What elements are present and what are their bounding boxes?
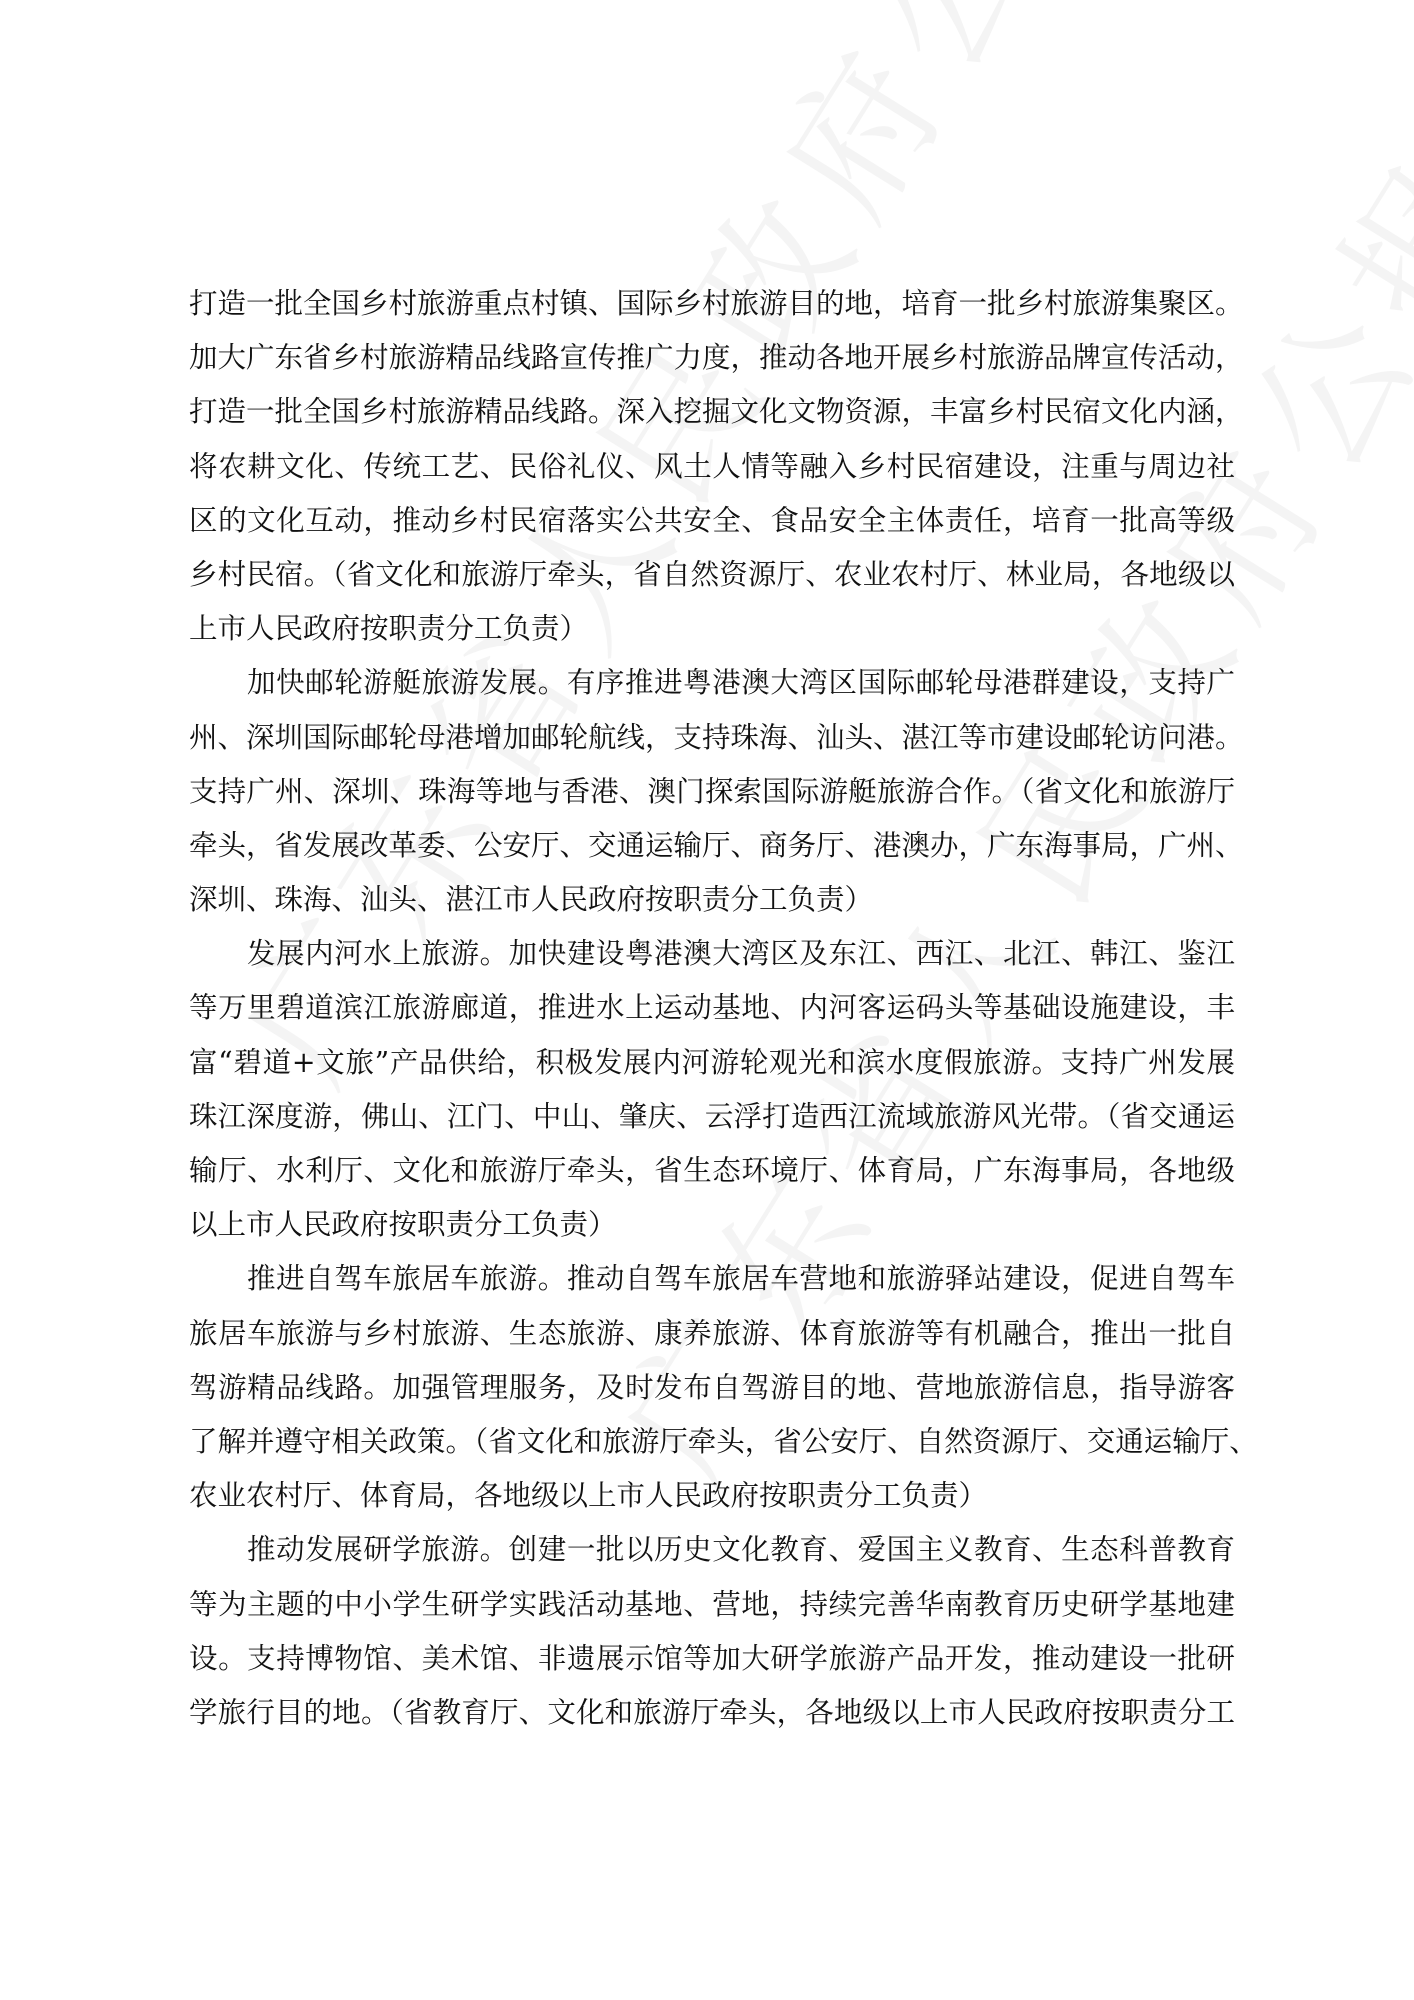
text-line: 输厅、水利厅、文化和旅游厅牵头，省生态环境厅、体育局，广东海事局，各地级 (189, 1154, 1235, 1187)
text-line: 加快邮轮游艇旅游发展。有序推进粤港澳大湾区国际邮轮母港群建设，支持广 (247, 666, 1235, 700)
paragraph-rural-tourism (189, 277, 1244, 656)
text-line: 区的文化互动，推动乡村民宿落实公共安全、食品安全主体责任，培育一批高等级 (189, 503, 1235, 537)
text-line: 牵头，省发展改革委、公安厅、交通运输厅、商务厅、港澳办，广东海事局，广州、 (189, 828, 1244, 862)
text-line: 深圳、珠海、汕头、湛江市人民政府按职责分工负责） (189, 883, 874, 917)
text-line: 等为主题的中小学生研学实践活动基地、营地，持续完善华南教育历史研学基地建 (189, 1587, 1235, 1621)
text-line: 上市人民政府按职责分工负责） (189, 612, 589, 646)
text-line: 推动发展研学旅游。创建一批以历史文化教育、爱国主义教育、生态科普教育 (247, 1533, 1235, 1567)
text-line: 打造一批全国乡村旅游精品线路。深入挖掘文化文物资源，丰富乡村民宿文化内涵， (189, 395, 1244, 429)
text-line: 设。支持博物馆、美术馆、非遗展示馆等加大研学旅游产品开发，推动建设一批研 (189, 1641, 1235, 1675)
text-line: 学旅行目的地。（省教育厅、文化和旅游厅牵头，各地级以上市人民政府按职责分工 (189, 1695, 1235, 1729)
text-line: 州、深圳国际邮轮母港增加邮轮航线，支持珠海、汕头、湛江等市建设邮轮访问港。 (189, 720, 1244, 754)
text-line: 富“碧道+文旅”产品供给，积极发展内河游轮观光和滨水度假旅游。支持广州发展 (189, 1045, 1235, 1079)
text-line: 旅居车旅游与乡村旅游、生态旅游、康养旅游、体育旅游等有机融合，推出一批自 (189, 1316, 1235, 1350)
text-line: 以上市人民政府按职责分工负责） (189, 1208, 617, 1242)
text-line: 加大广东省乡村旅游精品线路宣传推广力度，推动各地开展乡村旅游品牌宣传活动， (189, 341, 1244, 375)
paragraph-cruise-yacht (189, 656, 1244, 927)
text-line: 农业农村厅、体育局，各地级以上市人民政府按职责分工负责） (189, 1479, 988, 1513)
text-line: 将农耕文化、传统工艺、民俗礼仪、风土人情等融入乡村民宿建设，注重与周边社 (189, 449, 1235, 483)
paragraph-study-tours (189, 1523, 1235, 1740)
text-line: 驾游精品线路。加强管理服务，及时发布自驾游目的地、营地旅游信息，指导游客 (189, 1370, 1235, 1404)
document-body (189, 277, 1258, 1740)
text-line: 等万里碧道滨江旅游廊道，推进水上运动基地、内河客运码头等基础设施建设，丰 (189, 991, 1235, 1025)
text-line: 打造一批全国乡村旅游重点村镇、国际乡村旅游目的地，培育一批乡村旅游集聚区。 (189, 287, 1244, 320)
text-line: 了解并遵守相关政策。（省文化和旅游厅牵头，省公安厅、自然资源厅、交通运输厅、 (189, 1424, 1258, 1458)
text-line: 乡村民宿。（省文化和旅游厅牵头，省自然资源厅、农业农村厅、林业局，各地级以 (189, 557, 1235, 591)
paragraph-inland-river (189, 927, 1235, 1252)
text-line: 推进自驾车旅居车旅游。推动自驾车旅居车营地和旅游驿站建设，促进自驾车 (247, 1262, 1235, 1296)
text-line: 发展内河水上旅游。加快建设粤港澳大湾区及东江、西江、北江、韩江、鉴江 (247, 937, 1235, 971)
text-line: 支持广州、深圳、珠海等地与香港、澳门探索国际游艇旅游合作。（省文化和旅游厅 (189, 774, 1235, 808)
paragraph-self-drive-rv (189, 1252, 1258, 1523)
text-line: 珠江深度游，佛山、江门、中山、肇庆、云浮打造西江流域旅游风光带。（省交通运 (189, 1099, 1235, 1133)
